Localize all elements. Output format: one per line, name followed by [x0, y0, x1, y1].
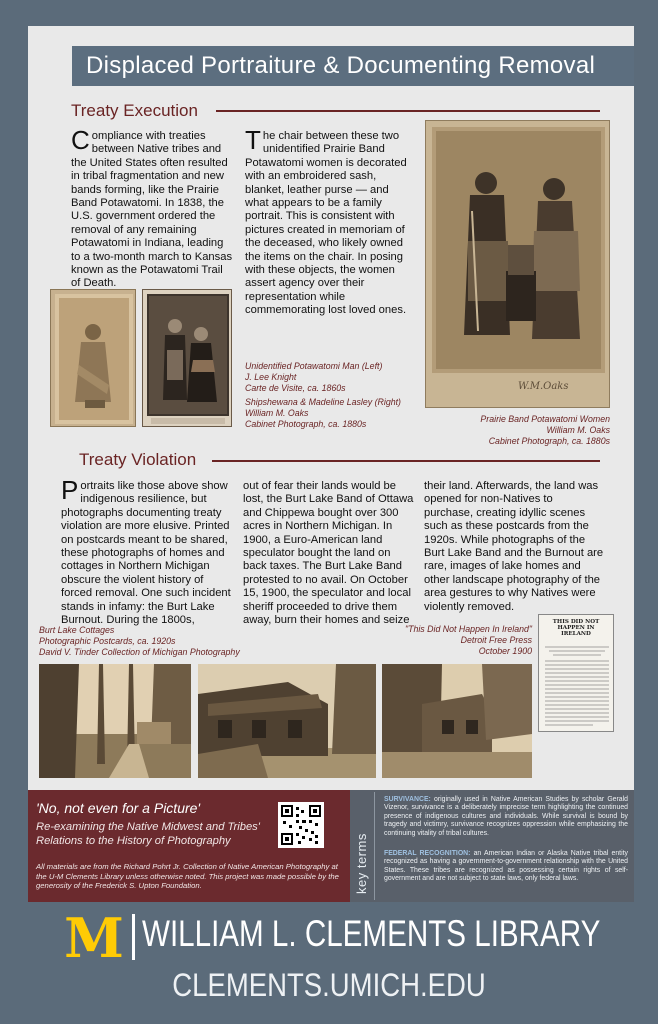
treaty-violation-col3 [424, 480, 604, 614]
paragraph-text: their land. Afterwards, the land was opened for non-Natives to purchase, creating idyllic scenes such as these postcards from the 1920s. While photographs of the Burt Lake Band and the Burnout are rare, images of lake homes and other landscape photography of the area gestures to why Natives were violently removed. [424, 480, 604, 613]
caption-left-photo [245, 361, 382, 394]
library-url[interactable]: CLEMENTS.UMICH.EDU [172, 967, 486, 1003]
term-name: SURVIVANCE: [384, 796, 431, 803]
subtitle-line: Relations to the History of Photography [36, 835, 231, 847]
exhibit-info [28, 790, 350, 902]
prairie-band-women-photo [425, 120, 610, 408]
lasley-couple-photo [142, 289, 232, 427]
dropcap: P [61, 475, 79, 505]
term-definition: originally used in Native American Studies by scholar Gerald Vizenor, survivance is a deliberately imprecise term highlighting the continued presence of indigenous cultures and individuals. While survival is bound by tragedy and victimry, survivance recognizes oppression while emphasizing the continuing vitality of tribal cultures. [384, 796, 628, 837]
caption-author: William M. Oaks [546, 425, 610, 435]
exhibit-note: All materials are from the Richard Pohrt Jr. Collection of Native American Photography at the U-M Clements Library unless otherwise noted. This project was made possible by the generosity of the Frederick S. Upton Foundation. [36, 862, 339, 891]
caption-date: October 1900 [478, 646, 532, 656]
postcard-cottage-1 [39, 664, 191, 778]
caption-right-photo [245, 397, 401, 430]
exhibit-subtitle [36, 820, 260, 848]
library-name: WILLIAM L. CLEMENTS LIBRARY [142, 913, 601, 954]
caption-big-photo [425, 414, 610, 447]
treaty-violation-col2 [243, 480, 415, 627]
qr-code[interactable] [278, 802, 324, 848]
newspaper-clipping [538, 614, 614, 732]
section-rule [216, 110, 600, 112]
caption-title: Prairie Band Potawatomi Women [480, 414, 610, 424]
caption-source: Detroit Free Press [460, 635, 532, 645]
library-branding [0, 902, 658, 1024]
clipping-headline: THIS DID NOT HAPPEN IN IRELAND [552, 619, 600, 637]
caption-newspaper [360, 624, 532, 657]
caption-title: Shipshewana & Madeline Lasley (Right) [245, 397, 401, 407]
caption-postcards [39, 625, 240, 658]
page-title: Displaced Portraiture & Documenting Removal [72, 46, 634, 86]
dropcap: T [245, 125, 261, 155]
subtitle-line: Re-examining the Native Midwest and Tribes' [36, 821, 260, 833]
term-name: FEDERAL RECOGNITION: [384, 850, 471, 857]
block-m-logo: M [64, 906, 124, 970]
treaty-execution-col2 [245, 125, 415, 318]
paragraph-text: out of fear their lands would be lost, the Burt Lake Band of Ottawa and Chippewa bought over 300 acres in Northern Michigan. In 1900, a Euro-American land speculator bought the land on back taxes. The Burt Lake Band protested to no avail. On October 15, 1900, the speculator and local sheriff proceeded to drive them away, burn their homes and seize [243, 480, 414, 627]
treaty-violation-heading: Treaty Violation [79, 450, 197, 469]
caption-collection: David V. Tinder Collection of Michigan Photography [39, 647, 240, 657]
caption-title: "This Did Not Happen In Ireland" [404, 624, 532, 634]
caption-author: J. Lee Knight [245, 372, 297, 382]
section-rule [212, 460, 600, 462]
key-terms-label: key terms [354, 833, 369, 894]
svg-text:W.M.Oaks: W.M.Oaks [518, 381, 569, 392]
term-definition: an American Indian or Alaska Native tribal entity recognized as having a government-to-government relationship with the United States. These tribes are recognized as possessing certain rights of self-government and are not subject to state laws, only federal laws. [384, 850, 628, 883]
treaty-execution-heading: Treaty Execution [71, 101, 198, 120]
exhibit-title: 'No, not even for a Picture' [36, 800, 201, 816]
caption-format: Carte de Visite, ca. 1860s [245, 383, 346, 393]
paragraph-text: ortraits like those above show indigenous resilience, but photographs documenting treaty violation are more elusive. Printed on postcards meant to be shared, these photographs of homes and cottages in Northern Michigan obscure the violent history of forced removal. One such incident stands in infamy: the Burt Lake Burnout. During the 1800s, [61, 480, 231, 627]
treaty-execution-col1 [71, 125, 234, 291]
caption-title: Unidentified Potawatomi Man (Left) [245, 361, 383, 371]
caption-author: William M. Oaks [245, 408, 309, 418]
caption-format: Cabinet Photograph, ca. 1880s [245, 419, 367, 429]
potawatomi-man-photo [50, 289, 136, 427]
term-survivance [384, 796, 628, 838]
dropcap: C [71, 125, 90, 155]
divider [374, 792, 375, 900]
paragraph-text: he chair between these two unidentified Prairie Band Potawatomi women is decorated with an embroidered sash, blanket, leather purse — and what appears to be a family portrait. This is consistent with pictures created in memoriam of the deceased, who likely owned the items on the chair. In posing with these objects, the women assert agency over their representation while commemorating lost loved ones. [245, 130, 407, 317]
key-terms [350, 790, 634, 902]
caption-format: Cabinet Photograph, ca. 1880s [488, 436, 610, 446]
term-federal-recognition [384, 850, 628, 884]
treaty-violation-col1 [61, 475, 235, 627]
paragraph-text: ompliance with treaties between Native tribes and the United States often resulted in tribal fragmentation and new bands forming, like the Prairie Band Potawatomi. In 1838, the U.S. government ordered the removal of any remaining Potawatomi in Indiana, leading to a two-month march to Kansas known as the Potawatomi Trail of Death. [71, 130, 233, 290]
caption-title: Burt Lake Cottages [39, 625, 115, 635]
postcard-cottage-2 [198, 664, 376, 778]
postcard-cottage-3 [382, 664, 532, 778]
logo-divider [132, 914, 135, 960]
caption-format: Photographic Postcards, ca. 1920s [39, 636, 176, 646]
